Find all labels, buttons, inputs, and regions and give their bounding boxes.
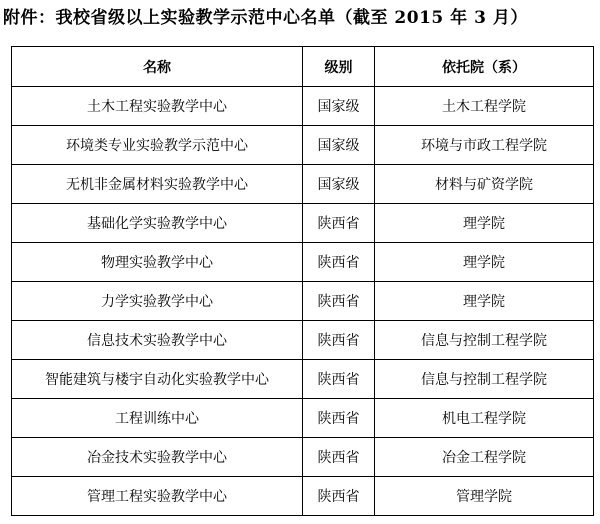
cell-dept: 理学院 xyxy=(375,204,594,243)
cell-level: 陕西省 xyxy=(303,204,375,243)
cell-dept: 材料与矿资学院 xyxy=(375,165,594,204)
cell-dept: 土木工程学院 xyxy=(375,87,594,126)
cell-level: 国家级 xyxy=(303,87,375,126)
cell-name: 环境类专业实验教学示范中心 xyxy=(12,126,303,165)
cell-name: 工程训练中心 xyxy=(12,399,303,438)
table-row xyxy=(12,399,594,438)
cell-level: 国家级 xyxy=(303,126,375,165)
table-row xyxy=(12,438,594,477)
header-name: 名称 xyxy=(12,47,303,87)
cell-level: 陕西省 xyxy=(303,282,375,321)
table-row xyxy=(12,282,594,321)
cell-level: 陕西省 xyxy=(303,321,375,360)
cell-name: 管理工程实验教学中心 xyxy=(12,477,303,516)
cell-name: 智能建筑与楼宇自动化实验教学中心 xyxy=(12,360,303,399)
demonstration-center-table xyxy=(11,46,594,516)
table-row xyxy=(12,204,594,243)
table-row xyxy=(12,243,594,282)
cell-name: 冶金技术实验教学中心 xyxy=(12,438,303,477)
cell-dept: 管理学院 xyxy=(375,477,594,516)
cell-dept: 理学院 xyxy=(375,282,594,321)
table-header-row xyxy=(12,47,594,87)
cell-dept: 理学院 xyxy=(375,243,594,282)
header-level: 级别 xyxy=(303,47,375,87)
cell-level: 陕西省 xyxy=(303,438,375,477)
cell-name: 无机非金属材料实验教学中心 xyxy=(12,165,303,204)
table-row xyxy=(12,477,594,516)
cell-name: 基础化学实验教学中心 xyxy=(12,204,303,243)
cell-level: 国家级 xyxy=(303,165,375,204)
cell-name: 土木工程实验教学中心 xyxy=(12,87,303,126)
table-row xyxy=(12,321,594,360)
table-row xyxy=(12,126,594,165)
table-row xyxy=(12,87,594,126)
cell-level: 陕西省 xyxy=(303,477,375,516)
cell-name: 力学实验教学中心 xyxy=(12,282,303,321)
cell-dept: 机电工程学院 xyxy=(375,399,594,438)
header-dept: 依托院（系） xyxy=(375,47,594,87)
cell-level: 陕西省 xyxy=(303,243,375,282)
cell-name: 物理实验教学中心 xyxy=(12,243,303,282)
cell-name: 信息技术实验教学中心 xyxy=(12,321,303,360)
cell-level: 陕西省 xyxy=(303,399,375,438)
table-row xyxy=(12,360,594,399)
cell-dept: 环境与市政工程学院 xyxy=(375,126,594,165)
cell-dept: 信息与控制工程学院 xyxy=(375,360,594,399)
cell-level: 陕西省 xyxy=(303,360,375,399)
table-row xyxy=(12,165,594,204)
cell-dept: 冶金工程学院 xyxy=(375,438,594,477)
document-title: 附件：我校省级以上实验教学示范中心名单（截至 2015 年 3 月） xyxy=(3,8,528,28)
cell-dept: 信息与控制工程学院 xyxy=(375,321,594,360)
